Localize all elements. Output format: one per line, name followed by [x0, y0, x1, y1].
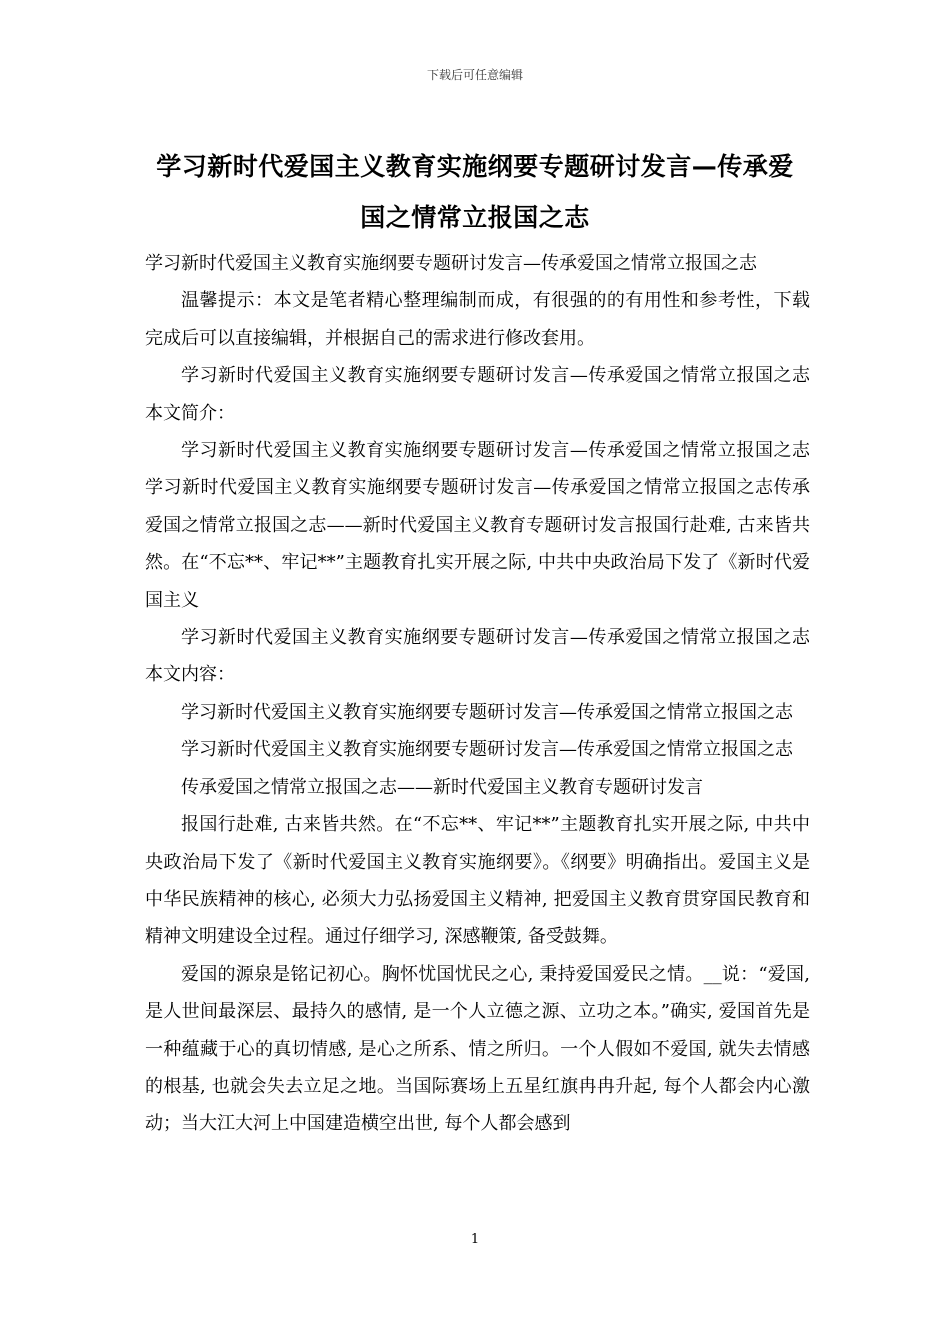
paragraph-body-2: 爱国的源泉是铭记初心。胸怀忧国忧民之心, 秉持爱国爱民之情。__说：“爱国, 是人世间最深层、最持久的感情, 是一个人立德之源、立功之本。”确实, 爱国首先是一种蕴藏于心的真切情感, 是心之所系、情之所归。一个人假如不爱国, 就失去情感的根基, 也就会失去立足之地。当国际赛场上五星红旗冉冉升起, 每个人都会内心激动；当大江大河上中国建造横空出世, 每个人都会感到 — [145, 963, 810, 1135]
document-title-line-1: 学习新时代爱国主义教育实施纲要专题研讨发言—传承爱 — [156, 152, 794, 181]
page-number: 1 — [470, 1232, 480, 1247]
document-title-line-2: 国之情常立报国之志 — [360, 203, 590, 232]
document-body — [145, 245, 810, 1143]
page-header-note: 下载后可任意编辑 — [426, 68, 523, 82]
paragraph-title-repeat-2: 学习新时代爱国主义教育实施纲要专题研讨发言—传承爱国之情常立报国之志 — [181, 739, 793, 761]
paragraph-tip: 温馨提示：本文是笔者精心整理编制而成，有很强的的有用性和参考性，下载完成后可以直接编辑，并根据自己的需求进行修改套用。 — [145, 290, 810, 349]
paragraph-title-repeat-1: 学习新时代爱国主义教育实施纲要专题研讨发言—传承爱国之情常立报国之志 — [181, 701, 793, 723]
paragraph-intro-text: 学习新时代爱国主义教育实施纲要专题研讨发言—传承爱国之情常立报国之志学习新时代爱国主义教育实施纲要专题研讨发言—传承爱国之情常立报国之志传承爱国之情常立报国之志——新时代爱国主义教育专题研讨发言报国行赴难, 古来皆共然。在“不忘**、牢记**”主题教育扎实开展之际, 中共中央政治局下发了《新时代爱国主义 — [145, 440, 810, 611]
paragraph-subtitle: 学习新时代爱国主义教育实施纲要专题研讨发言—传承爱国之情常立报国之志 — [145, 253, 757, 274]
paragraph-speech-title: 传承爱国之情常立报国之志——新时代爱国主义教育专题研讨发言 — [181, 776, 703, 798]
paragraph-body-1: 报国行赴难, 古来皆共然。在“不忘**、牢记**”主题教育扎实开展之际, 中共中央政治局下发了《新时代爱国主义教育实施纲要》。《纲要》明确指出。爱国主义是中华民族精神的核心, 必须大力弘扬爱国主义精神, 把爱国主义教育贯穿国民教育和精神文明建设全过程。通过仔细学习, 深感鞭策, 备受鼓舞。 — [145, 814, 810, 948]
paragraph-intro-heading: 学习新时代爱国主义教育实施纲要专题研讨发言—传承爱国之情常立报国之志本文简介： — [145, 365, 810, 424]
paragraph-content-heading: 学习新时代爱国主义教育实施纲要专题研讨发言—传承爱国之情常立报国之志本文内容： — [145, 627, 810, 686]
